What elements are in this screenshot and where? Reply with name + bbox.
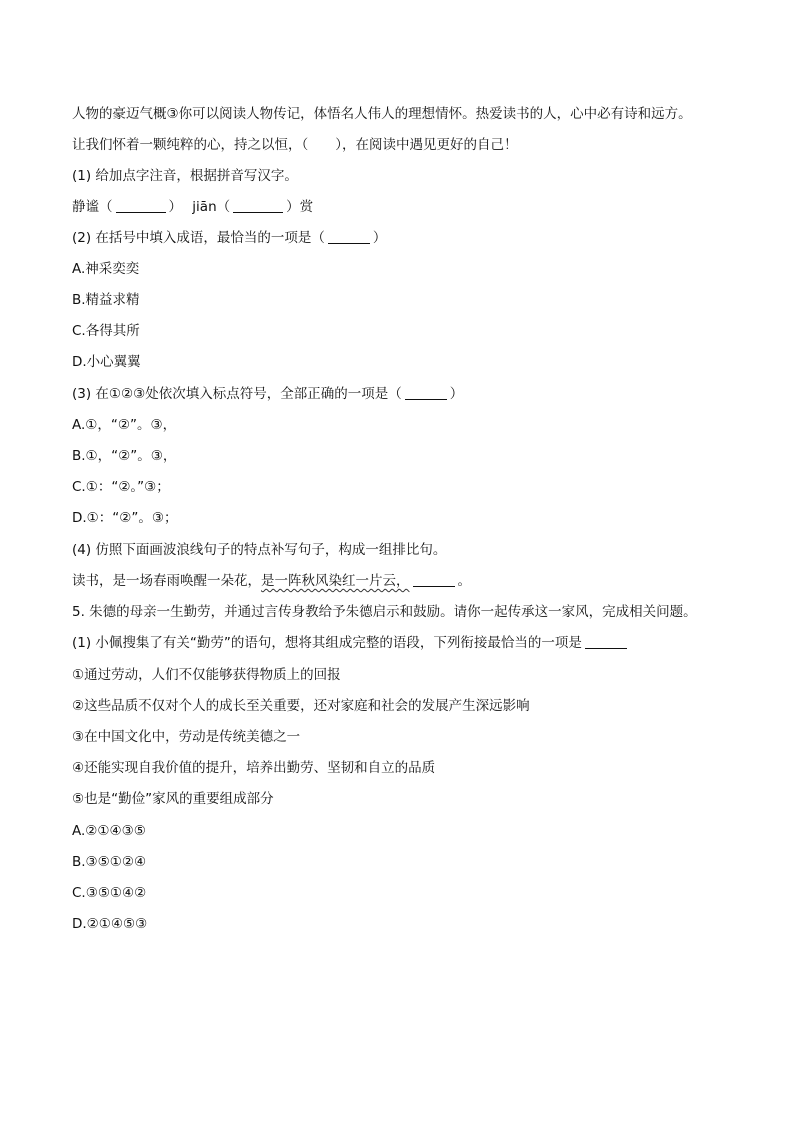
answer-blank-q3[interactable]	[405, 386, 447, 400]
q5-option-c: C.③⑤①④②	[72, 885, 147, 901]
question-1-prompt: (1) 给加点字注音，根据拼音写汉字。	[72, 168, 298, 184]
question-5-1-prompt	[72, 634, 630, 652]
word-2-close: ）赏	[286, 199, 314, 215]
answer-blank-1[interactable]	[116, 199, 166, 213]
question-5-heading: 5. 朱德的母亲一生勤劳，并通过言传身教给予朱德启示和鼓励。请你一起传承这一家风，完成相关问题。	[72, 604, 697, 620]
q4-lead: 读书，是一场春雨唤醒一朵花，	[72, 573, 261, 589]
q2-option-d: D.小心翼翼	[72, 354, 141, 370]
q3-option-d: D.①：“②”。③；	[72, 510, 178, 526]
q2-option-c: C.各得其所	[72, 323, 140, 339]
q3-option-b: B.①，“②”。③，	[72, 448, 177, 464]
q2-option-b: B.精益求精	[72, 292, 140, 308]
question-3-prompt	[72, 385, 463, 403]
q4-end: 。	[457, 573, 471, 589]
sentence-1: ①通过劳动，人们不仅能够获得物质上的回报	[72, 667, 341, 683]
question-2-prompt	[72, 229, 386, 247]
q4-wavy-phrase: 是一阵秋风染红一片云，	[261, 573, 410, 589]
answer-blank-2[interactable]	[233, 199, 283, 213]
word-1-label: 静谧（	[72, 199, 113, 215]
question-4-sentence	[72, 572, 471, 590]
question-3-close: ）	[449, 386, 464, 402]
q3-option-a: A.①，“②”。③，	[72, 417, 177, 433]
question-3-text: (3) 在①②③处依次填入标点符号，全部正确的一项是（	[72, 386, 402, 402]
answer-blank-q2[interactable]	[328, 230, 370, 244]
sentence-5: ⑤也是“勤俭”家风的重要组成部分	[72, 791, 274, 807]
pinyin-label: jiān（	[192, 199, 231, 215]
sentence-3: ③在中国文化中，劳动是传统美德之一	[72, 729, 301, 745]
q5-option-b: B.③⑤①②④	[72, 854, 147, 870]
question-2-text: (2) 在括号中填入成语，最恰当的一项是（	[72, 230, 325, 246]
question-4-prompt: (4) 仿照下面画波浪线句子的特点补写句子，构成一组排比句。	[72, 542, 447, 558]
q5-option-d: D.②①④⑤③	[72, 916, 148, 932]
answer-blank-q5[interactable]	[585, 635, 627, 649]
q5-option-a: A.②①④③⑤	[72, 823, 146, 839]
q2-option-a: A.神采奕奕	[72, 261, 140, 277]
word-1-close: ）	[168, 199, 182, 215]
passage-line-2: 让我们怀着一颗纯粹的心，持之以恒，（ ），在阅读中遇见更好的自己！	[72, 137, 518, 153]
sentence-2: ②这些品质不仅对个人的成长至关重要，还对家庭和社会的发展产生深远影响	[72, 698, 530, 714]
question-5-1-text: (1) 小佩搜集了有关“勤劳”的语句，想将其组成完整的语段，下列衔接最恰当的一项是	[72, 635, 582, 651]
question-1-items	[72, 198, 313, 216]
passage-line-1: 人物的豪迈气概③你可以阅读人物传记，体悟名人伟人的理想情怀。热爱读书的人，心中必有诗和远方。	[72, 106, 692, 122]
answer-blank-q4[interactable]	[413, 573, 455, 587]
q3-option-c: C.①：“②。”③；	[72, 479, 170, 495]
sentence-4: ④还能实现自我价值的提升，培养出勤劳、坚韧和自立的品质	[72, 760, 436, 776]
question-2-close: ）	[372, 230, 387, 246]
